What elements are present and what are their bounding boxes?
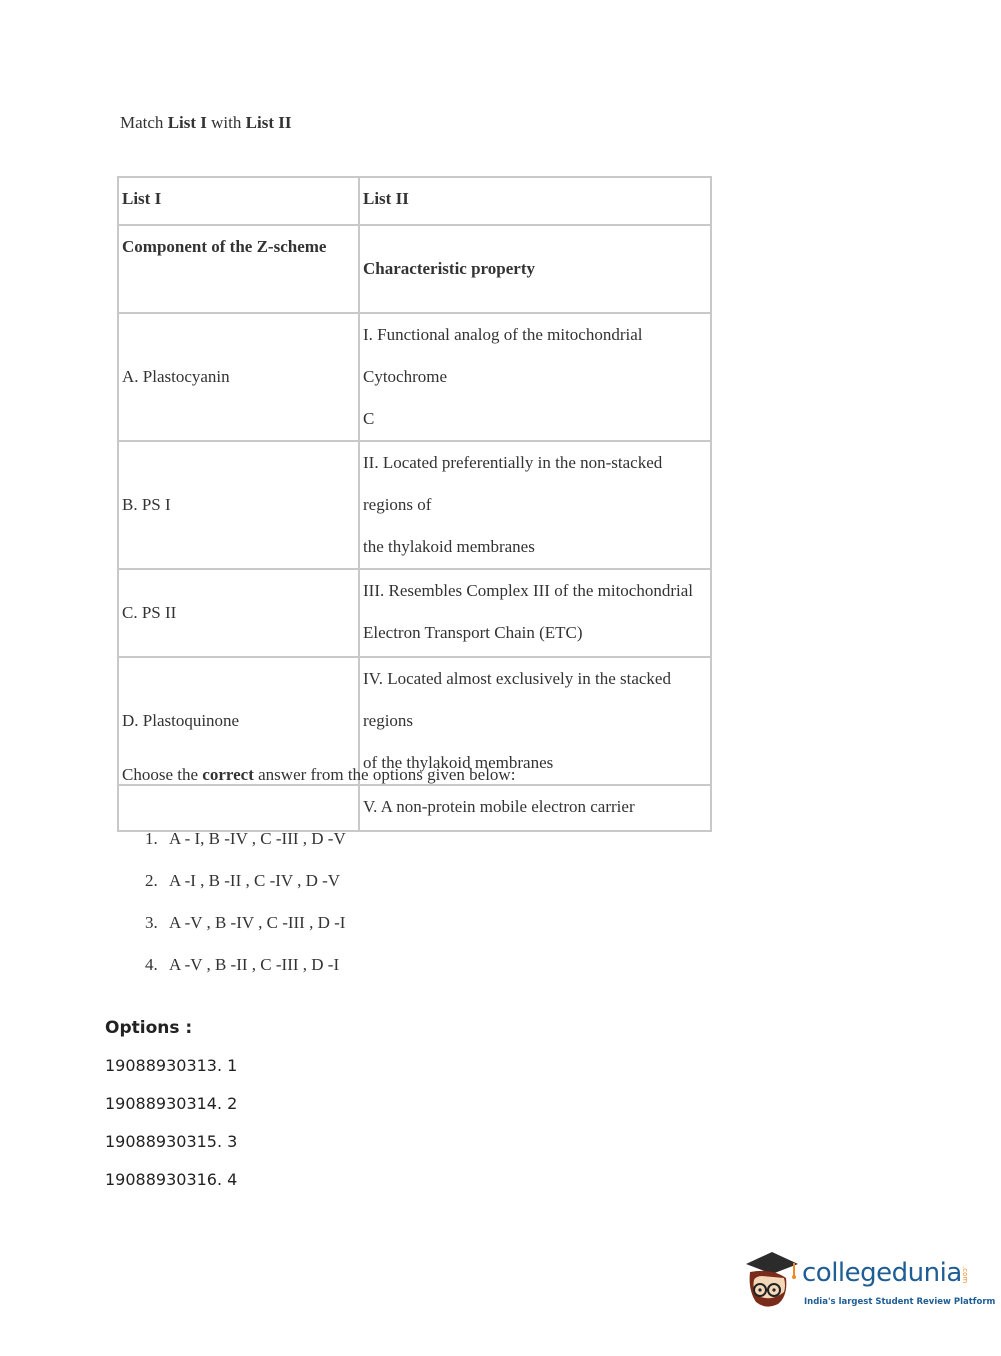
- property-line1: II. Located preferentially in the non-stacked regions of: [363, 453, 663, 514]
- answer-choice: [145, 955, 346, 997]
- brand-logo: [742, 1250, 996, 1320]
- header-list2: List II: [359, 177, 711, 225]
- header-list1: List I: [118, 177, 359, 225]
- option-item: 19088930316. 4: [105, 1170, 238, 1189]
- choice-text: A -V , B -IV , C -III , D -I: [169, 913, 346, 932]
- table-row: [118, 569, 711, 657]
- answer-choice: [145, 913, 346, 955]
- property-line2: of the thylakoid membranes: [363, 753, 554, 772]
- table-row: [118, 785, 711, 831]
- choice-text: A -I , B -II , C -IV , D -V: [169, 871, 341, 890]
- table-subheader-row: [118, 225, 711, 313]
- row-c-property: [359, 569, 711, 657]
- instruction-text: [122, 765, 515, 785]
- subheader-component: Component of the Z-scheme: [118, 225, 359, 313]
- instruction-suffix: answer from the options given below:: [253, 765, 516, 784]
- choice-number: 3.: [145, 913, 158, 932]
- mascot-icon: [742, 1250, 804, 1312]
- row-a-property: [359, 313, 711, 441]
- property-line2: the thylakoid membranes: [363, 537, 535, 556]
- property-line1: III. Resembles Complex III of the mitochondrial: [363, 581, 693, 600]
- subheader-property: Characteristic property: [359, 225, 711, 313]
- match-table: [117, 176, 712, 832]
- brand-tagline: India's largest Student Review Platform: [804, 1297, 996, 1307]
- choice-number: 2.: [145, 871, 158, 890]
- title-list1: List I: [167, 113, 207, 132]
- table-row: [118, 441, 711, 569]
- table-row: [118, 313, 711, 441]
- property-line1: I. Functional analog of the mitochondrial Cytochrome: [363, 325, 643, 386]
- option-item: 19088930315. 3: [105, 1132, 238, 1151]
- table-header-row: [118, 177, 711, 225]
- property-line2: C: [363, 409, 375, 428]
- row-a-component: A. Plastocyanin: [118, 313, 359, 441]
- property-line1: IV. Located almost exclusively in the stacked regions: [363, 669, 671, 730]
- row-d-component: D. Plastoquinone: [118, 657, 359, 785]
- choice-number: 1.: [145, 829, 158, 848]
- property-line2: Electron Transport Chain (ETC): [363, 623, 583, 642]
- options-heading: Options :: [105, 1018, 193, 1038]
- answer-choice: [145, 871, 346, 913]
- options-list: [105, 1056, 237, 1208]
- row-e-property: V. A non-protein mobile electron carrier: [359, 785, 711, 831]
- question-title: [120, 113, 291, 133]
- answer-choices-list: [145, 829, 346, 997]
- row-b-property: [359, 441, 711, 569]
- title-prefix: Match: [120, 113, 168, 132]
- title-list2: List II: [245, 113, 292, 132]
- answer-choice: [145, 829, 346, 871]
- row-c-component: C. PS II: [118, 569, 359, 657]
- instruction-bold: correct: [202, 765, 254, 784]
- brand-domain-suffix: .com: [961, 1266, 969, 1284]
- choice-number: 4.: [145, 955, 158, 974]
- choice-text: A -V , B -II , C -III , D -I: [169, 955, 340, 974]
- row-b-component: B. PS I: [118, 441, 359, 569]
- brand-name: collegedunia: [802, 1258, 962, 1288]
- option-item: 19088930314. 2: [105, 1094, 238, 1113]
- row-e-component: [118, 785, 359, 831]
- title-mid: with: [206, 113, 246, 132]
- option-item: 19088930313. 1: [105, 1056, 238, 1075]
- choice-text: A - I, B -IV , C -III , D -V: [169, 829, 346, 848]
- instruction-prefix: Choose the: [122, 765, 203, 784]
